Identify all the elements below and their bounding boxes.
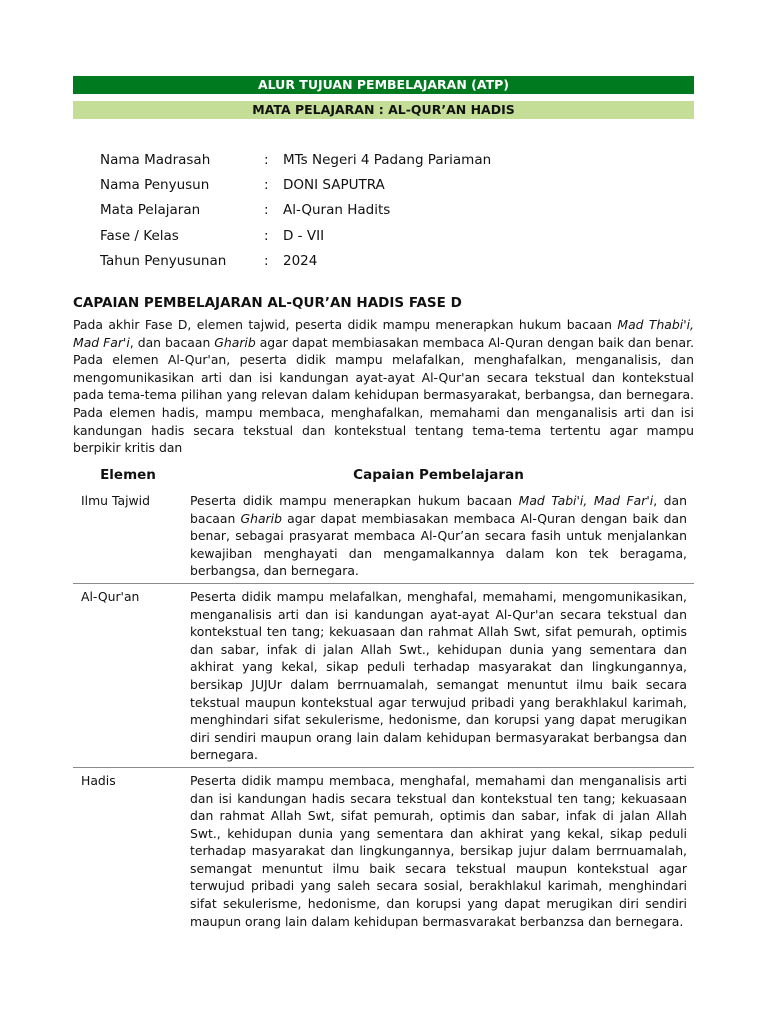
cell-text-italic: Mad Tabi'i, Mad Far'i [518,493,654,508]
info-row-tahun [100,250,660,275]
info-value: Al-Quran Hadits [283,202,391,219]
capaian-heading: CAPAIAN PEMBELAJARAN AL-QUR’AN HADIS FASE D [73,295,462,311]
info-colon: : [264,202,269,219]
info-colon: : [264,252,269,269]
info-value: 2024 [283,252,318,269]
column-header-elemen: Elemen [100,467,156,483]
table-row [73,488,694,584]
info-label: Tahun Penyusunan [100,252,227,269]
capaian-text: , dan bacaan [129,334,215,350]
subject-banner: MATA PELAJARAN : AL-QUR’AN HADIS [73,101,694,119]
capaian-text: agar dapat membiasakan membaca Al-Quran dengan baik dan benar. Pada elemen Al-Qur'an, peserta didik mampu melafalkan, menghafalkan, menganalisis, dan mengomunikasikan arti dan isi kandungan ayat-ayat Al-Qur'an secara tekstual dan kontekstual pada tema-tema pilihan yang relevan dalam kehidupan bermasyarakat, berbangsa, dan bernegara. Pada elemen hadis, mampu membaca, menghafalkan, memahami dan menganalisis arti dan isi kandungan hadis secara tekstual dan kontekstual tentang tema-tema tertentu agar mampu berpikir kritis dan [73,334,695,456]
identity-block [100,149,660,275]
capaian-cell [190,772,687,930]
cell-text-italic: Gharib [240,510,282,526]
elemen-table [73,462,694,933]
cell-text: , dan bacaan [190,493,687,526]
info-colon: : [264,152,269,168]
cell-text: agar dapat membiasakan membaca Al-Quran dengan baik dan benar, sebagai prasyarat membaca Al-Qur’an secara fasih untuk menjalankan kewajiban menghayati dan mengamalkannya dalam kon tek beragama, berbangsa, dan bernegara. [190,510,687,579]
elemen-cell: Hadis [81,772,116,788]
info-row-mapel [100,199,660,224]
cell-text: Peserta didik mampu melafalkan, menghafal, memahami, mengomunikasikan, menganalisis arti dan isi kandungan ayat-ayat Al-Qur'an secara tekstual dan kontekstual ten tang; kekuasaan dan rahmat Allah Swt, sifat pemurah, optimis dan sabar, infak di jalan Allah Swt., kehidupan dunia yang sementara dan akhirat yang kekal, sikap peduli terhadap masyarakat dan lingkungannya, bersikap JUJUr dalam berrnuamalah, semangat menuntut ilmu baik secara tekstual maupun kontekstual agar terwujud pribadi yang berakhlakul karimah, menghindari sifat sekulerisme, hedonisme, dan korupsi yang dapat merugikan diri sendiri maupun orang lain dalam kehidupan bermasyarakat berbangsa dan bernegara. [190,588,687,763]
elemen-cell: Al-Qur'an [81,588,140,604]
info-row-madrasah [100,149,660,174]
info-label: Nama Madrasah [100,152,211,168]
cell-text: Peserta didik mampu membaca, menghafal, memahami dan menganalisis arti dan isi kandungan hadis secara tekstual dan kontekstual ten tang; kekuasaan dan rahmat Allah Swt, sifat pemurah, optimis dan sabar, infak di jalan Allah Swt., kehidupan dunia yang sementara dan akhirat yang kekal, sikap peduli terhadap masyarakat dan lingkungannya, bersikap jujur dalam berrnuamalah, semangat menuntut ilmu baik secara tekstual maupun kontekstual agar terwujud pribadi yang saleh secara sosial, berakhlakul karimah, menghindari sifat sekulerisme, hedonisme, dan korupsi yang dapat merugikan diri sendiri maupun orang lain dalam kehidupan bermasvarakat berbanzsa dan bernegara. [190,772,687,929]
capaian-paragraph [73,316,694,457]
table-row [73,768,694,933]
info-row-penyusun [100,174,660,199]
capaian-text-italic: Mad Thabi'i, Mad Far'i [73,317,694,350]
info-colon: : [264,227,269,244]
table-row [73,584,694,768]
document-title-banner: ALUR TUJUAN PEMBELAJARAN (ATP) [73,76,694,94]
capaian-text: Pada akhir Fase D, elemen tajwid, peserta didik mampu menerapkan hukum bacaan [73,317,618,332]
capaian-text-italic: Gharib [214,334,256,350]
info-colon: : [264,177,269,194]
cell-text: Peserta didik mampu menerapkan hukum bacaan [190,493,519,508]
info-label: Nama Penyusun [100,177,210,194]
capaian-cell [190,492,687,580]
info-row-fase-kelas [100,225,660,250]
info-value: DONI SAPUTRA [283,177,385,194]
table-header [73,462,694,488]
info-label: Mata Pelajaran [100,202,201,219]
info-value: D - VII [283,227,325,244]
capaian-cell [190,588,687,764]
column-header-capaian: Capaian Pembelajaran [353,467,524,483]
info-value: MTs Negeri 4 Padang Pariaman [283,152,492,168]
info-label: Fase / Kelas [100,227,179,244]
elemen-cell: Ilmu Tajwid [81,493,150,508]
